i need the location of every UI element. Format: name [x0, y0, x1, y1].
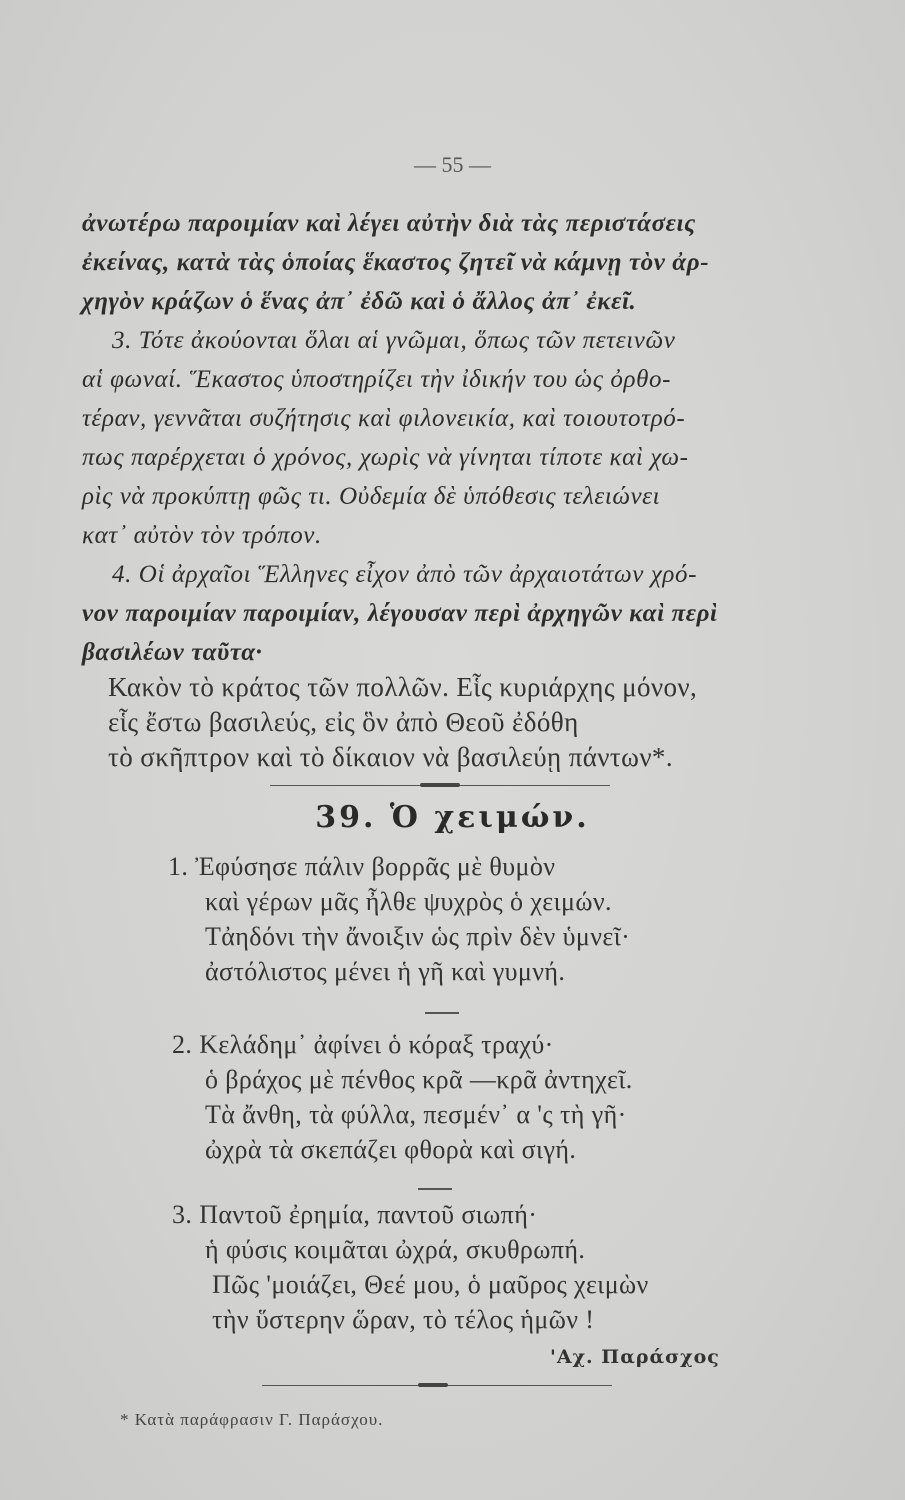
quote-line: τὸ σκῆπτρον καὶ τὸ δίκαιον νὰ βασιλεύῃ πάντων*.: [108, 742, 673, 772]
prose-line: ἀνωτέρω παροιμίαν καὶ λέγει αὐτὴν διὰ τὰς περιστάσεις: [82, 210, 696, 237]
prose-line: βασιλέων ταῦτα·: [82, 639, 263, 666]
stanza-line: ἡ φύσις κοιμᾶται ὠχρά, σκυθρωπή.: [205, 1235, 586, 1264]
prose-line: χηγὸν κράζων ὁ ἕνας ἀπ᾽ ἐδῶ καὶ ὁ ἄλλος ἀπ᾽ ἐκεῖ.: [82, 288, 637, 315]
prose-line: νον παροιμίαν παροιμίαν, λέγουσαν περὶ ἀρχηγῶν καὶ περὶ: [82, 600, 718, 627]
ornament-icon: [418, 1383, 448, 1387]
stanza-line: καὶ γέρων μᾶς ἦλθε ψυχρὸς ὁ χειμών.: [205, 887, 612, 916]
stanza-line: ὁ βράχος μὲ πένθος κρᾶ —κρᾶ ἀντηχεῖ.: [205, 1065, 633, 1094]
page-number: — 55 —: [414, 152, 491, 177]
stanza-line: 2. Κελάδημ᾽ ἀφίνει ὁ κόραξ τραχύ·: [172, 1030, 554, 1059]
prose-line: 4. Οἱ ἀρχαῖοι Ἕλληνες εἶχον ἀπὸ τῶν ἀρχαιοτάτων χρό-: [112, 561, 698, 588]
stanza-separator: [418, 1188, 452, 1190]
prose-line: τέραν, γεννᾶται συζήτησις καὶ φιλονεικία, καὶ τοιουτοτρό-: [82, 405, 686, 432]
prose-line: ἐκείνας, κατὰ τὰς ὁποίας ἕκαστος ζητεῖ νὰ κάμνῃ τὸν ἀρ-: [82, 249, 710, 276]
footnote: * Κατὰ παράφρασιν Γ. Παράσχου.: [120, 1410, 384, 1429]
stanza-line: Πῶς 'μοιάζει, Θεέ μου, ὁ μαῦρος χειμὼν: [212, 1270, 649, 1299]
poem-title: 39. Ὁ χειμών.: [315, 800, 590, 835]
ornament-icon: [420, 783, 460, 787]
stanza-line: τὴν ὕστερην ὥραν, τὸ τέλος ἡμῶν !: [212, 1305, 595, 1334]
stanza-line: 3. Παντοῦ ἐρημία, παντοῦ σιωπή·: [172, 1200, 538, 1229]
prose-line: ρὶς νὰ προκύπτῃ φῶς τι. Οὐδεμία δὲ ὑπόθεσις τελειώνει: [82, 483, 661, 510]
stanza-line: Τἀηδόνι τὴν ἄνοιξιν ὡς πρὶν δὲν ὑμνεῖ·: [205, 922, 631, 951]
prose-line: πως παρέρχεται ὁ χρόνος, χωρὶς νὰ γίνηται τίποτε καὶ χω-: [82, 444, 689, 471]
stanza-line: ὠχρὰ τὰ σκεπάζει φθορὰ καὶ σιγή.: [205, 1135, 577, 1164]
prose-line: κατ᾽ αὐτὸν τὸν τρόπον.: [82, 522, 322, 549]
stanza-line: 1. Ἐφύσησε πάλιν βορρᾶς μὲ θυμὸν: [168, 852, 556, 881]
prose-line: 3. Τότε ἀκούονται ὅλαι αἱ γνῶμαι, ὅπως τῶν πετεινῶν: [112, 327, 676, 354]
quote-line: Κακὸν τὸ κράτος τῶν πολλῶν. Εἷς κυριάρχης μόνον,: [108, 672, 698, 702]
stanza-line: ἀστόλιστος μένει ἡ γῆ καὶ γυμνή.: [205, 957, 566, 986]
prose-line: αἱ φωναί. Ἕκαστος ὑποστηρίζει τὴν ἰδικήν του ὡς ὀρθο-: [82, 366, 672, 393]
poem-author: 'Αχ. Παράσχος: [550, 1346, 720, 1368]
stanza-separator: [425, 1012, 459, 1014]
quote-line: εἷς ἔστω βασιλεύς, εἰς ὃν ἀπὸ Θεοῦ ἐδόθη: [108, 707, 579, 737]
stanza-line: Τὰ ἄνθη, τὰ φύλλα, πεσμέν᾽ α 'ς τὴ γῆ·: [205, 1100, 627, 1129]
